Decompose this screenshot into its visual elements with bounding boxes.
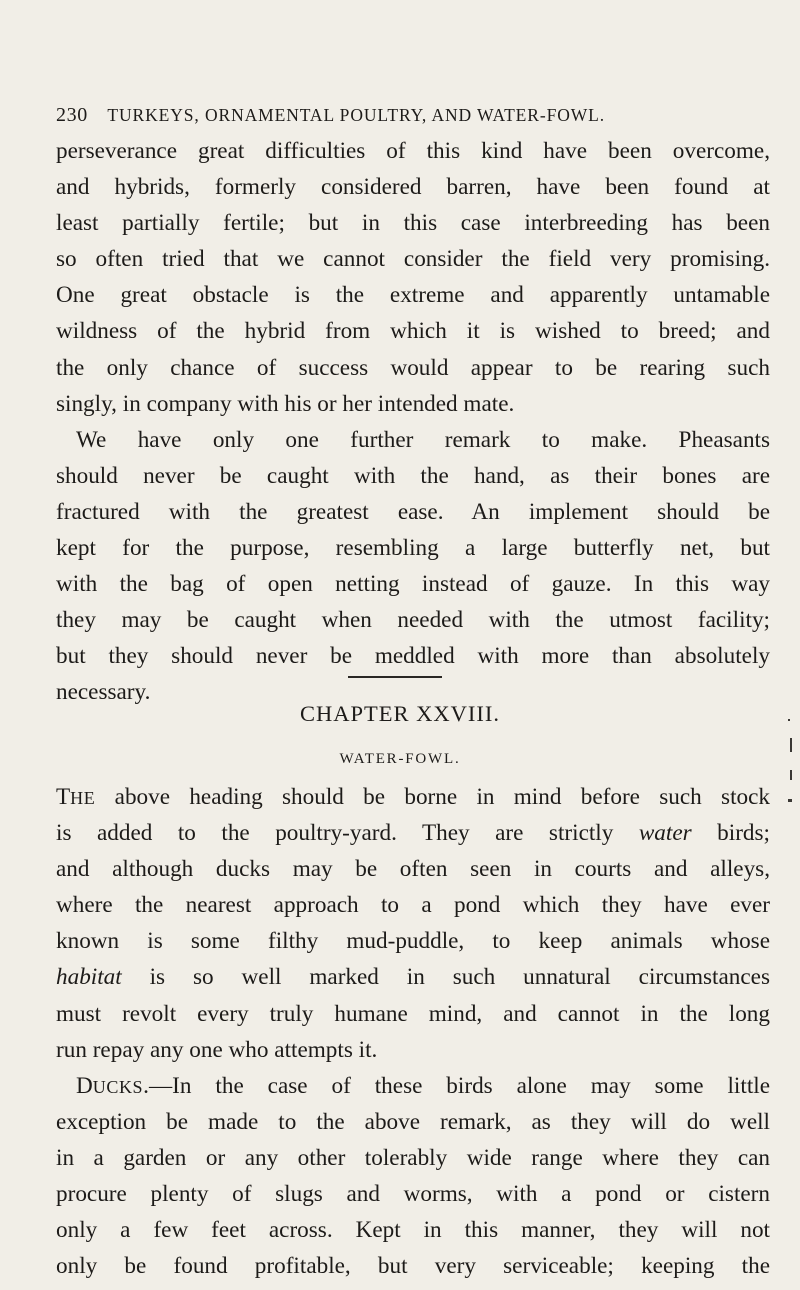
- margin-speck: [788, 719, 790, 721]
- text-run: birds;: [691, 820, 770, 847]
- text-run: is so well marked in such unnatural circumstances: [121, 964, 770, 991]
- running-head: [56, 104, 756, 127]
- text-line: with the bag of open netting instead of gauze. In this way: [56, 571, 770, 598]
- text-line: [56, 779, 770, 815]
- text-line: where the nearest approach to a pond which they have ever: [56, 892, 770, 919]
- section-divider: [348, 676, 442, 678]
- text-line: necessary.: [56, 679, 151, 706]
- text-line: known is some filthy mud-puddle, to keep animals whose: [56, 928, 770, 955]
- text-line: [56, 815, 770, 851]
- italic-word: water: [638, 820, 692, 847]
- text-line: should never be caught with the hand, as their bones are: [56, 462, 770, 489]
- margin-speck: [790, 738, 792, 752]
- text-line: [56, 959, 770, 995]
- text-line: in a garden or any other tolerably wide range where they can: [56, 1144, 770, 1171]
- text-line: procure plenty of slugs and worms, with a pond or cistern: [56, 1181, 770, 1208]
- text-line: singly, in company with his or her intended mate.: [56, 390, 515, 417]
- text-line: exception be made to the above remark, as they will do well: [56, 1108, 770, 1135]
- lead-small-caps: HE: [70, 788, 96, 808]
- text-line: fractured with the greatest ease. An implement should be: [56, 498, 770, 525]
- text-line: and hybrids, formerly considered barren, have been found at: [56, 174, 770, 201]
- text-line: but they should never be meddled with more than absolutely: [56, 643, 770, 670]
- text-run: is added to the poultry-yard. They are strictly: [56, 820, 639, 847]
- lead-small-caps: UCKS: [92, 1076, 144, 1097]
- page-number: 230: [56, 104, 88, 126]
- text-line: [56, 1068, 770, 1104]
- text-line: We have only one further remark to make. Pheasants: [76, 426, 770, 453]
- running-head-title: TURKEYS, ORNAMENTAL POULTRY, AND WATER-FOWL.: [107, 105, 606, 125]
- text-line: so often tried that we cannot consider the field very promising.: [56, 246, 770, 273]
- text-line: the only chance of success would appear to be rearing such: [56, 354, 770, 381]
- text-line: run repay any one who attempts it.: [56, 1036, 378, 1063]
- margin-speck: [788, 799, 792, 802]
- lead-capital: T: [56, 784, 71, 810]
- chapter-subheading: WATER-FOWL.: [339, 751, 461, 767]
- text-line: perseverance great difficulties of this kind have been overcome,: [56, 138, 770, 164]
- text-line: One great obstacle is the extreme and apparently untamable: [56, 282, 770, 309]
- text-line: they may be caught when needed with the utmost facility;: [56, 607, 770, 634]
- lead-capital: D: [76, 1072, 93, 1099]
- text-run: above heading should be borne in mind before such stock: [95, 784, 770, 810]
- text-line: and although ducks may be often seen in courts and alleys,: [56, 856, 770, 883]
- italic-word: habitat: [56, 964, 122, 991]
- text-line: least partially fertile; but in this case interbreeding has been: [56, 210, 770, 237]
- upper-text-block: [56, 133, 770, 711]
- text-run: .—In the case of these birds alone may some little: [143, 1072, 770, 1099]
- text-line: only a few feet across. Kept in this manner, they will not: [56, 1217, 770, 1244]
- text-line: only be found profitable, but very serviceable; keeping the: [56, 1253, 770, 1280]
- margin-speck: [790, 770, 792, 780]
- lower-text-block: [56, 779, 770, 1284]
- text-line: kept for the purpose, resembling a large butterfly net, but: [56, 535, 770, 562]
- text-line: must revolt every truly humane mind, and cannot in the long: [56, 1000, 770, 1027]
- chapter-heading: CHAPTER XXVIII.: [300, 701, 500, 726]
- text-line: wildness of the hybrid from which it is wished to breed; and: [56, 318, 770, 345]
